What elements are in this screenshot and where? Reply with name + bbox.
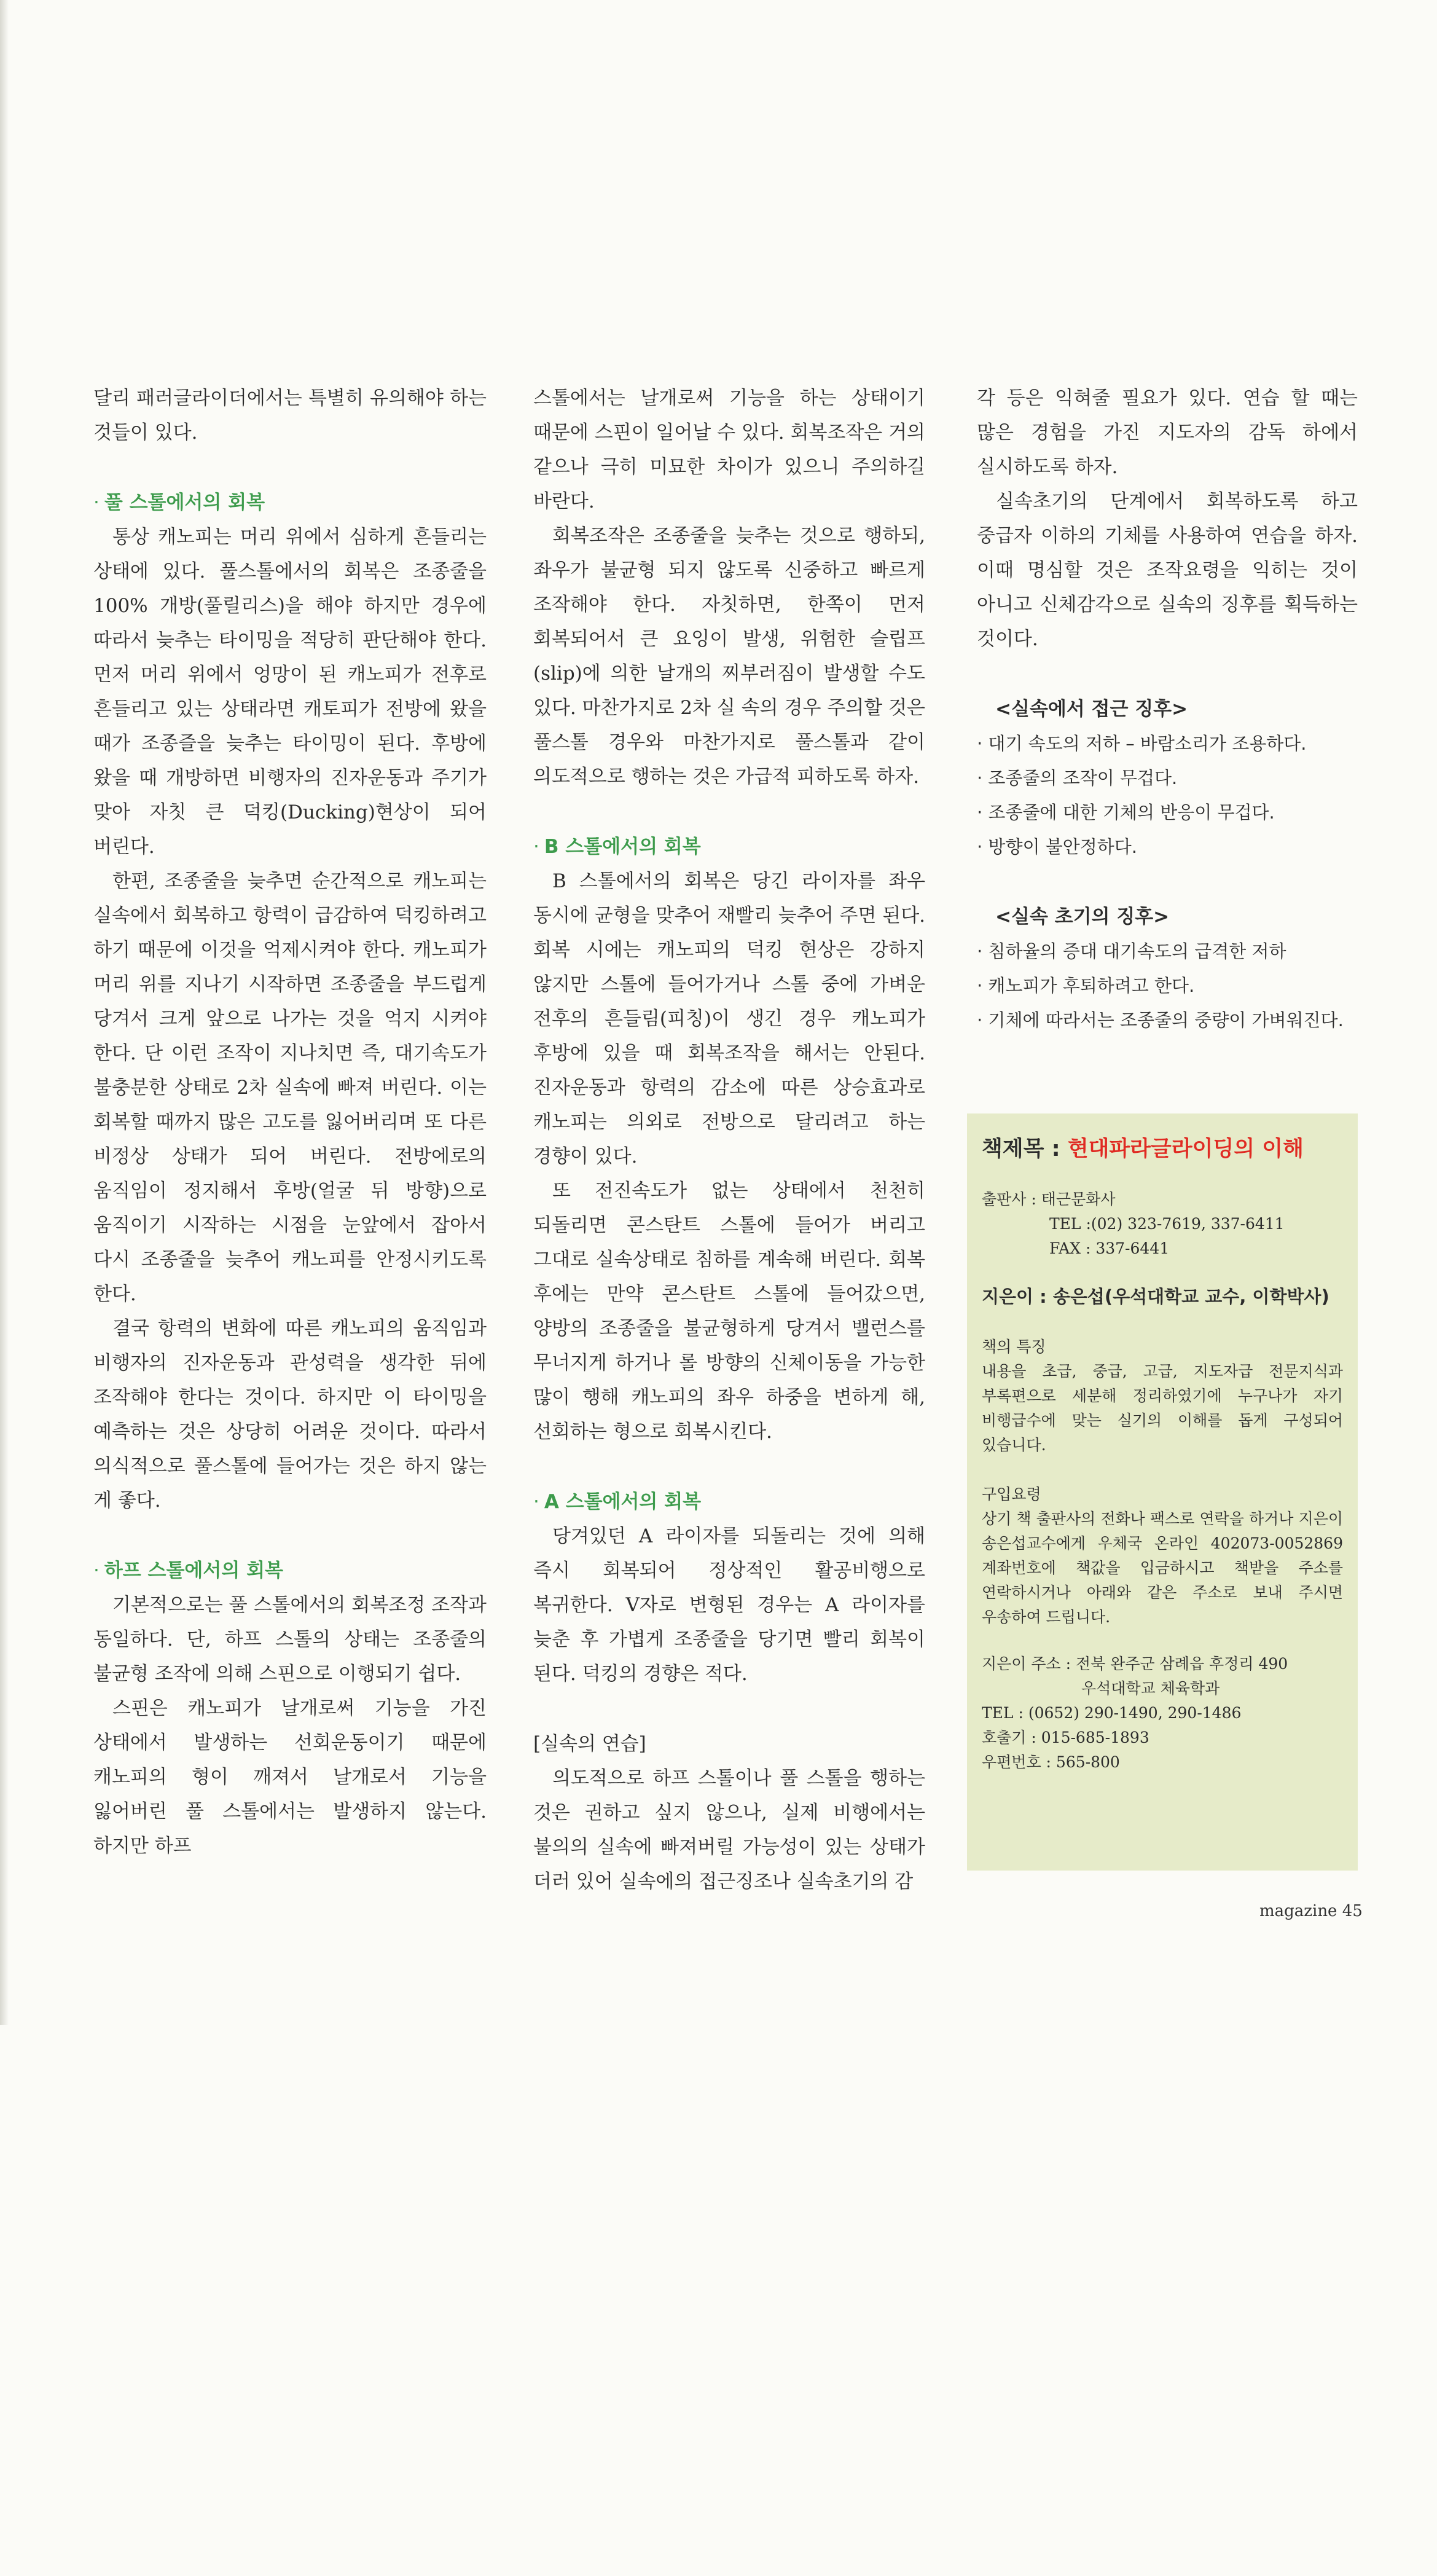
paragraph: 기본적으로는 풀 스톨에서의 회복조정 조작과 동일하다. 단, 하프 스톨의 상태는 조종줄의 불균형 조작에 의해 스핀으로 이행되기 쉽다. <box>93 1594 487 1685</box>
book-title <box>982 1133 1343 1165</box>
list-item: · 대기 속도의 저하 – 바람소리가 조용하다. <box>977 733 1307 754</box>
paragraph: 한편, 조종줄을 늦추면 순간적으로 캐노피는 실속에서 회복하고 항력이 급감하여 덕킹하려고 하기 때문에 이것을 억제시켜야 한다. 캐노피가 머리 위를 지나기 시작하면 조종줄을 부드럽게 당겨서 크게 앞으로 나가는 것을 억지 시켜야 한다. 단 이런 조작이 지나치면 즉, 대기속도가 불충분한 상태로 2차 실속에 빠져 버린다. 이는 회복할 때까지 많은 고도를 잃어버리며 또 다른 비정상 상태가 되어 버린다. 전방에로의 움직임이 정지해서 후방(얼굴 뒤 방향)으로 움직이기 시작하는 시점을 눈앞에서 잡아서 다시 조종줄을 늦추어 캐노피를 안정시키도록 한다. <box>93 870 487 1305</box>
publisher-fax: FAX : 337-6441 <box>1049 1239 1170 1257</box>
heading-text: A 스톨에서의 회복 <box>544 1491 702 1513</box>
book-title-value: 현대파라글라이딩의 이해 <box>1067 1137 1304 1161</box>
bullet-dot: · <box>93 1560 100 1582</box>
intro-paragraph: 달리 패러글라이더에서는 특별히 유의해야 하는 것들이 있다. <box>93 387 487 444</box>
heading-text: 풀 스톨에서의 회복 <box>104 492 265 514</box>
heading-b-stall <box>533 830 925 864</box>
list-item: · 기체에 따라서는 조종줄의 중량이 가벼워진다. <box>977 1010 1344 1031</box>
early-signs-list <box>977 934 1358 1037</box>
heading-half-stall <box>93 1553 487 1588</box>
list-item: · 조종줄에 대한 기체의 반응이 무겁다. <box>977 802 1275 823</box>
paragraph: 결국 항력의 변화에 따른 캐노피의 움직임과 비행자의 진자운동과 관성력을 생각한 뒤에 조작해야 한다는 것이다. 하지만 이 타이밍을 예측하는 것은 상당히 어려운 것이다. 따라서 의식적으로 풀스톨에 들어가는 것은 하지 않는 게 좋다. <box>93 1317 487 1512</box>
page-edge-shadow <box>0 0 9 2025</box>
column-3 <box>977 381 1358 1037</box>
publisher: 출판사 : 태근문화사 <box>982 1190 1116 1208</box>
heading-full-stall <box>93 485 487 520</box>
zip-code: 우편번호 : 565-800 <box>982 1753 1120 1771</box>
author-tel: TEL : (0652) 290-1490, 290-1486 <box>982 1704 1242 1722</box>
column-2 <box>533 381 925 1899</box>
heading-text: B 스톨에서의 회복 <box>544 836 701 858</box>
page-folio: magazine 45 <box>1259 1902 1363 1920</box>
paragraph: B 스톨에서의 회복은 당긴 라이자를 좌우 동시에 균형을 맞추어 재빨리 늦추어 주면 된다. 회복 시에는 캐노피의 덕킹 현상은 강하지 않지만 스톨에 들어가거나 스톨 중에 가벼운 전후의 흔들림(피칭)이 생긴 경우 캐노피가 후방에 있을 때 회복조작을 해서는 안된다. 진자운동과 항력의 감소에 따른 상승효과로 캐노피는 의외로 전방으로 달리려고 하는 경향이 있다. <box>533 870 925 1168</box>
paragraph: 또 전진속도가 없는 상태에서 천천히 되돌리면 콘스탄트 스톨에 들어가 버리고 그대로 실속상태로 침하를 계속해 버린다. 회복 후에는 만약 콘스탄트 스톨에 들어갔으면, 양방의 조종줄을 불균형하게 당겨서 밸런스를 무너지게 하거나 롤 방향의 신체이동을 가능한 많이 행해 캐노피의 좌우 하중을 변하게 해, 선회하는 형으로 회복시킨다. <box>533 1180 925 1443</box>
author-address-line2: 우석대학교 체육학과 <box>1081 1679 1220 1697</box>
heading-early-signs: <실속 초기의 징후> <box>995 906 1170 928</box>
publisher-tel: TEL :(02) 323-7619, 337-6411 <box>1049 1215 1285 1233</box>
paragraph: 스톨에서는 날개로써 기능을 하는 상태이기 때문에 스핀이 일어날 수 있다. 회복조작은 거의 같으나 극히 미묘한 차이가 있으니 주의하길 바란다. <box>533 387 925 512</box>
paragraph: 스핀은 캐노피가 날개로써 기능을 가진 상태에서 발생하는 선회운동이기 때문에 캐노피의 형이 깨져서 날개로서 기능을 잃어버린 풀 스톨에서는 발생하지 않는다. 하지만 하프 <box>93 1697 487 1857</box>
paragraph: 각 등은 익혀줄 필요가 있다. 연습 할 때는 많은 경험을 가진 지도자의 감독 하에서 실시하도록 하자. <box>977 387 1358 478</box>
heading-a-stall <box>533 1485 925 1519</box>
list-item: · 캐노피가 후퇴하려고 한다. <box>977 975 1195 996</box>
heading-approach-signs: <실속에서 접근 징후> <box>995 698 1188 720</box>
paragraph: 실속초기의 단계에서 회복하도록 하고 중급자 이하의 기체를 사용하여 연습을 하자. 이때 명심할 것은 조작요령을 익히는 것이 아니고 신체감각으로 실속의 징후를 획득하는 것이다. <box>977 490 1358 650</box>
column-1 <box>93 381 487 1863</box>
heading-stall-practice: [실속의 연습] <box>533 1733 646 1755</box>
approach-signs-list <box>977 726 1358 864</box>
paragraph: 의도적으로 하프 스톨이나 풀 스톨을 행하는 것은 권하고 싶지 않으나, 실제 비행에서는 불의의 실속에 빠져버릴 가능성이 있는 상태가 더러 있어 실속에의 접근징조나 실속초기의 감 <box>533 1767 925 1893</box>
paragraph: 회복조작은 조종줄을 늦추는 것으로 행하되, 좌우가 불균형 되지 않도록 신중하고 빠르게 조작해야 한다. 자칫하면, 한쪽이 먼저 회복되어서 큰 요잉이 발생, 위험한 슬립프(slip)에 의한 날개의 찌부러짐이 발생할 수도 있다. 마찬가지로 2차 실 속의 경우 주의할 것은 풀스톨 경우와 마찬가지로 풀스톨과 같이 의도적으로 행하는 것은 가급적 피하도록 하자. <box>533 525 925 788</box>
paragraph: 통상 캐노피는 머리 위에서 심하게 흔들리는 상태에 있다. 풀스톨에서의 회복은 조종줄을 100% 개방(풀릴리스)을 해야 하지만 경우에 따라서 늦추는 타이밍을 적당히 판단해야 한다. 먼저 머리 위에서 엉망이 된 캐노피가 전후로 흔들리고 있는 상태라면 캐토피가 전방에 왔을 때가 조종즐을 늦추는 타이밍이 된다. 후방에 왔을 때 개방하면 비행자의 진자운동과 주기가 맞아 자칫 큰 덕킹(Ducking)현상이 되어 버린다. <box>93 526 487 858</box>
list-item: · 조종줄의 조작이 무겁다. <box>977 768 1178 788</box>
book-title-label: 책제목 : <box>982 1137 1060 1161</box>
author: 지은이 : 송은섭(우석대학교 교수, 이학박사) <box>982 1286 1329 1307</box>
bullet-dot: · <box>533 1491 539 1513</box>
bullet-dot: · <box>93 492 100 514</box>
author-pager: 호출기 : 015-685-1893 <box>982 1729 1149 1746</box>
author-address: 지은이 주소 : 전북 완주군 삼례읍 후정리 490 <box>982 1655 1288 1673</box>
heading-text: 하프 스톨에서의 회복 <box>104 1560 283 1582</box>
features-label: 책의 특징 <box>982 1338 1046 1356</box>
list-item: · 방향이 불안정하다. <box>977 836 1137 857</box>
paragraph: 당겨있던 A 라이자를 되돌리는 것에 의해 즉시 회복되어 정상적인 활공비행으로 복귀한다. V자로 변형된 경우는 A 라이자를 늦춘 후 가볍게 조종줄을 당기면 빨리 회복이 된다. 덕킹의 경향은 적다. <box>533 1525 925 1685</box>
book-info-box <box>967 1113 1358 1871</box>
features-text: 내용을 초급, 중급, 고급, 지도자급 전문지식과 부록편으로 세분해 정리하였기에 누구나가 자기 비행급수에 맞는 실기의 이해를 돕게 구성되어 있습니다. <box>982 1362 1343 1454</box>
purchase-label: 구입요령 <box>982 1485 1041 1503</box>
purchase-text: 상기 책 출판사의 전화나 팩스로 연락을 하거나 지은이 송은섭교수에게 우체국 온라인 402073-0052869 계좌번호에 책값을 입금하시고 책받을 주소를 연락하시거나 아래와 같은 주소로 보내 주시면 우송하여 드립니다. <box>982 1510 1343 1626</box>
bullet-dot: · <box>533 836 539 858</box>
list-item: · 침하율의 증대 대기속도의 급격한 저하 <box>977 941 1286 962</box>
